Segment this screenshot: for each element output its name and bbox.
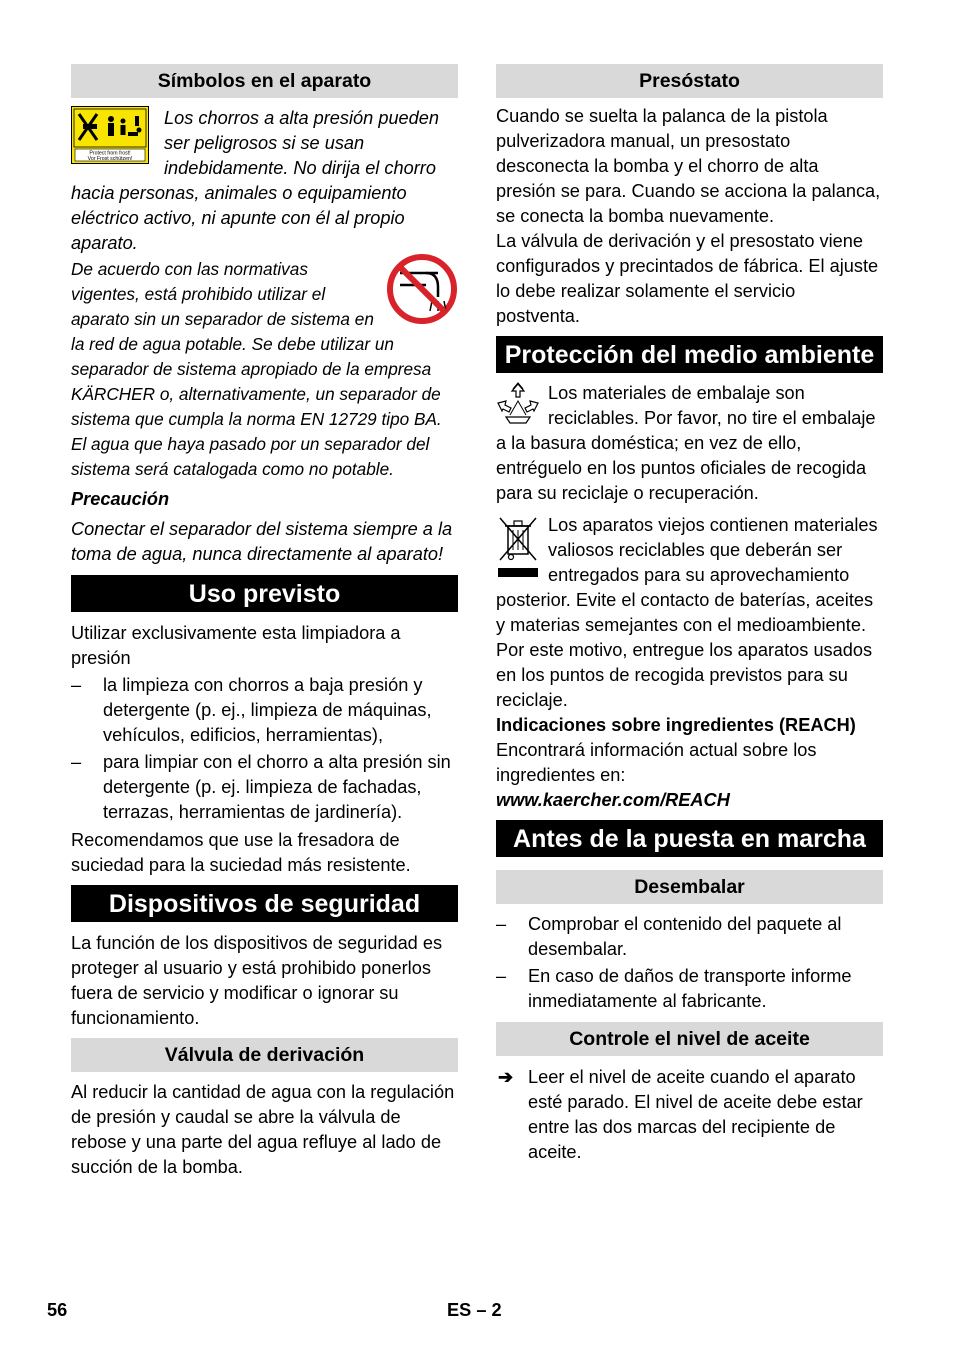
section-heading-valvula: Válvula de derivación	[71, 1038, 458, 1072]
warning-label-text-1: Protect from frost!	[89, 150, 131, 157]
proteccion-p2: Los aparatos viejos contienen materiales valiosos reciclables que deberán ser entregados para su aprovechamiento posterior. Evite el contacto de baterías, aceites y materias semejantes con el medioambiente. Por este motivo, entregue los aparatos usados en los puntos de recogida previstos para su reciclaje.	[496, 515, 878, 710]
reach-link[interactable]: www.kaercher.com/REACH	[496, 790, 730, 810]
precaucion-label: Precaución	[71, 489, 170, 509]
section-heading-aceite: Controle el nivel de aceite	[496, 1022, 883, 1056]
presostato-p2: La válvula de derivación y el presostato viene configurados y precintados de fábrica. El ajuste lo debe realizar solamente el servicio postventa.	[496, 231, 879, 326]
list-item: – la limpieza con chorros a baja presión y detergente (p. ej., limpieza de máquinas, vehículos, edificios, herramientas),	[71, 673, 458, 748]
list-item: – Comprobar el contenido del paquete al desembalar.	[496, 912, 883, 962]
uso-recommend: Recomendamos que use la fresadora de suciedad para la suciedad más resistente.	[71, 830, 411, 875]
aceite-text: Leer el nivel de aceite cuando el aparato esté parado. El nivel de aceite debe estar entre las dos marcas del recipiente de aceite.	[528, 1067, 863, 1162]
presostato-p1: Cuando se suelta la palanca de la pistola pulverizadora manual, un presostato desconecta la bomba y el chorro de alta presión se para. Cuando se acciona la palanca, se conecta la bomba nuevamente.	[496, 106, 881, 226]
bin-block	[496, 513, 883, 713]
page-number: 56	[47, 1300, 68, 1320]
list-item: – En caso de daños de transporte informe inmediatamente al fabricante.	[496, 964, 883, 1014]
valvula-text: Al reducir la cantidad de agua con la regulación de presión y caudal se abre la válvula de rebose y una parte del agua refluye al lado de succión de la bomba.	[71, 1082, 455, 1177]
list-item: – para limpiar con el chorro a alta presión sin detergente (p. ej. limpieza de fachadas, terrazas, herramientas de jardinería).	[71, 750, 458, 825]
section-heading-simbolos: Símbolos en el aparato	[71, 64, 458, 98]
right-column	[496, 64, 883, 1165]
recycle-block	[496, 381, 883, 506]
separator-block	[71, 257, 458, 482]
reach-text: Encontrará información actual sobre los ingredientes en:	[496, 740, 817, 785]
reach-heading: Indicaciones sobre ingredientes (REACH)	[496, 715, 856, 735]
recycle-icon	[496, 381, 540, 425]
dispositivos-text: La función de los dispositivos de seguridad es proteger al usuario y está prohibido ponerlos fuera de servicio y modificar o ignorar su funcionamiento.	[71, 933, 443, 1028]
precaucion-text: Conectar el separador del sistema siempre a la toma de agua, nunca directamente al aparato!	[71, 519, 453, 564]
section-heading-antes: Antes de la puesta en marcha	[496, 820, 883, 857]
no-drinking-water-connection-icon	[386, 253, 458, 325]
crossed-out-bin-icon	[496, 516, 540, 578]
separator-text: De acuerdo con las normativas vigentes, está prohibido utilizar el aparato sin un separador de sistema en la red de agua potable. Se debe utilizar un separador de sistema apropiado de la empresa KÄRCHER o, alternativamente, un separador de sistema que cumpla la norma EN 12729 tipo BA. El agua que haya pasado por un separador del sistema será catalogada como no potable.	[71, 259, 442, 479]
simbolos-warning-text: Los chorros a alta presión pueden ser peligrosos si se usan indebidamente. No dirija el chorro hacia personas, animales o equipamiento eléctrico activo, ni apunte con él al propio aparato.	[71, 108, 440, 253]
section-heading-dispositivos: Dispositivos de seguridad	[71, 885, 458, 922]
section-heading-desembalar: Desembalar	[496, 870, 883, 904]
pressure-jet-warning-icon	[71, 106, 149, 164]
left-column	[71, 64, 458, 1180]
section-heading-presostato: Presóstato	[496, 64, 883, 98]
section-heading-proteccion: Protección del medio ambiente	[496, 336, 883, 373]
footer-language-page: ES – 2	[447, 1300, 502, 1320]
uso-intro: Utilizar exclusivamente esta limpiadora a presión	[71, 623, 401, 668]
simbolos-block	[71, 106, 458, 256]
proteccion-p1: Los materiales de embalaje son reciclables. Por favor, no tire el embalaje a la basura doméstica; en vez de ello, entréguelo en los puntos oficiales de recogida para su reciclaje o recuperación.	[496, 383, 876, 503]
arrow-right-icon: ➔	[498, 1067, 514, 1087]
aceite-instruction	[496, 1065, 883, 1165]
section-heading-uso-previsto: Uso previsto	[71, 575, 458, 612]
warning-label-text-2: Vor Frost schützen!	[87, 156, 133, 162]
